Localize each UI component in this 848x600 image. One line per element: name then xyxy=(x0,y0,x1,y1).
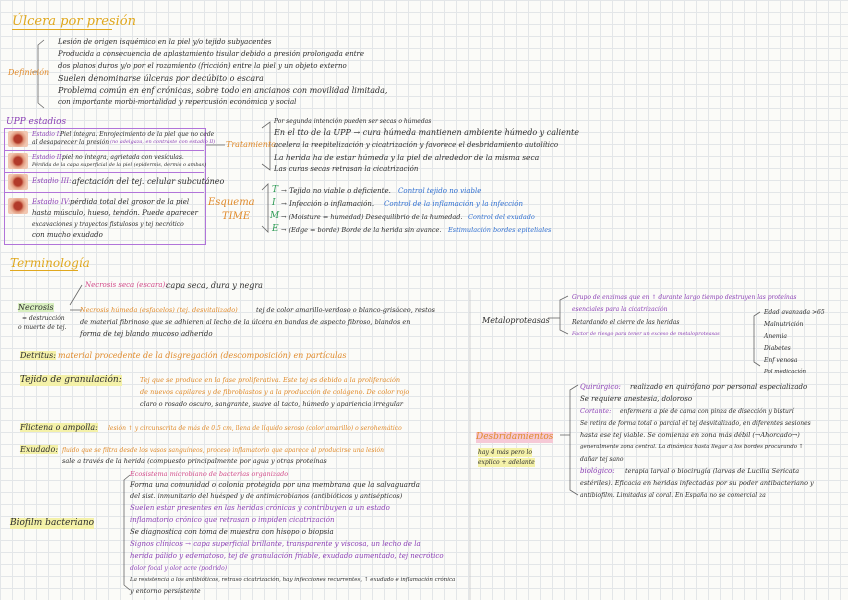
title-underline xyxy=(12,29,112,30)
flictena-label: Flictena o ampolla: xyxy=(20,423,98,432)
factor-item: Anemia xyxy=(764,333,787,340)
stage1-image xyxy=(8,131,28,147)
page-title: Úlcera por presión xyxy=(12,14,136,29)
tratamiento-line: acelera la reepitelización y cicatrización y favorece el desbridamiento autolítico xyxy=(274,141,559,149)
biofilm-line: herida pálido y edematoso, tej de granulación friable, exudado aumentado, tej necrótico xyxy=(130,552,444,560)
stage1-text2: al desaparecer la presión xyxy=(32,139,110,146)
time-letter-m: M xyxy=(270,211,280,221)
stage4-text3: excavaciones y trayectos fistulosos y tej necrótico xyxy=(32,221,184,228)
factor-item: Pol medicación xyxy=(764,369,807,375)
detritus-label: Detritus: xyxy=(20,351,56,360)
upp-title: UPP estadios xyxy=(6,117,67,127)
detritus-text: material procedente de la disgregación (descomposición) en partículas xyxy=(58,351,347,360)
desb-key: Cortante: xyxy=(580,407,612,415)
desb-text: hasta ese tej viable. Se comienza en zona más débil (→Ahorcado→) xyxy=(580,431,800,439)
exudado-label: Exudado: xyxy=(20,445,59,454)
desbridamientos-label: Desbridamientos xyxy=(476,432,554,442)
necrosis-humeda-line: de material fibrinoso que se adhieren al lecho de la úlcera en bandas de aspecto fibroso, blandos en xyxy=(80,318,411,326)
upp-divider xyxy=(4,150,204,151)
granulacion-line: claro o rosado oscuro, sangrante, suave al tacto, húmedo y apariencia irregular xyxy=(140,400,403,408)
time-text-t: → Tejido no viable o deficiente. xyxy=(281,187,391,195)
exudado-line: fluido que se filtra desde los vasos sanguíneos, proceso inflamatorio que aparece al producirse una lesión xyxy=(62,447,384,454)
tratamiento-line: Por segunda intención pueden ser secas o húmedas xyxy=(274,118,432,125)
stage1-text: Piel íntegra. Enrojecimiento de la piel que no cede xyxy=(60,131,215,138)
terminologia-underline xyxy=(10,270,78,271)
desb-text: generalmente zona central. La dinámica hasta llegar a los bordes procurando ↑ xyxy=(580,444,804,450)
stage3-text: afectación del tej. celular subcutáneo xyxy=(72,177,225,186)
necrosis-humeda-line: tej de color amarillo-verdoso o blanco-grisáceo, restos xyxy=(256,306,435,314)
necrosis-sub2: o muerte de tej. xyxy=(18,324,67,331)
biofilm-line: Signos clínicos → capa superficial brillante, transparente y viscosa, un lecho de la xyxy=(130,540,421,548)
biofilm-line: Suelen estar presentes en las heridas crónicas y contribuyen a un estado xyxy=(130,504,390,512)
desb-text: enfermera a pie de cama con pinza de disección y bisturí xyxy=(620,408,794,415)
desb-text: antibiofilm. Limitadas al coral. En España no se comercial za xyxy=(580,492,766,499)
stage2-text: piel no íntegra, agrietada con vesículas. xyxy=(62,154,184,161)
time-blue-m: Control del exudado xyxy=(468,213,535,221)
desb-text: Se requiere anestesia, doloroso xyxy=(580,395,693,403)
desb-text: dañar tej sano xyxy=(580,456,624,463)
stage4-text2: hasta músculo, hueso, tendón. Puede aparecer xyxy=(32,209,199,217)
tratamiento-line: En el tto de la UPP → cura húmeda mantienen ambiente húmedo y caliente xyxy=(274,128,579,137)
factor-item: Diabetes xyxy=(764,345,791,352)
upp-divider xyxy=(4,172,204,173)
esquema-acronym: TIME xyxy=(222,211,251,222)
desb-key: biológico: xyxy=(580,467,615,475)
desb-text: realizado en quirófano por personal especializado xyxy=(630,383,808,391)
definicion-line: Producida a consecuencia de aplastamiento tisular debido a presión prolongada entre xyxy=(58,50,365,58)
definicion-line: dos planos duros y/o por el rozamiento (fricción) entre la piel y un objeto externo xyxy=(58,62,347,70)
time-text-i: → Infección o inflamación. xyxy=(281,200,375,208)
biofilm-line: inflamatorio crónico que retrasan o impiden cicatrización xyxy=(130,516,335,524)
desbridamientos-sub2: explico + adelante xyxy=(478,459,535,466)
granulacion-label: Tejido de granulación: xyxy=(20,375,122,385)
necrosis-humeda-line: forma de tej blando mucoso adherido xyxy=(80,330,213,338)
desb-text: estériles). Eficacia en heridas infectadas por su poder antibacteriano y xyxy=(580,479,814,487)
biofilm-line: y entorno persistente xyxy=(130,587,201,595)
time-letter-i: I xyxy=(272,198,276,208)
granulacion-line: Tej que se produce en la fase proliferativa. Este tej es debido a la proliferación xyxy=(140,376,401,384)
stage4-text4: con mucho exudado xyxy=(32,231,103,239)
desb-key: Quirúrgico: xyxy=(580,383,621,391)
biofilm-line: Forma una comunidad o colonia protegida por una membrana que la salvaguarda xyxy=(130,481,420,489)
tratamiento-line: Las curas secas retrasan la cicatrización xyxy=(274,165,419,173)
stage4-label: Estadio IV: xyxy=(32,198,71,206)
desb-text: Se retira de forma total o parcial el tej desvitalizado, en diferentes sesiones xyxy=(580,420,811,427)
time-blue-t: Control tejido no viable xyxy=(398,187,482,195)
stage1-label: Estadio I: xyxy=(32,131,62,138)
biofilm-label: Biofilm bacteriano xyxy=(10,518,95,528)
flictena-text: lesión ↑ y circunscrita de más de 0.5 cm, llena de líquido seroso (color amarillo) o serohemático xyxy=(108,425,402,432)
terminologia-title: Terminología xyxy=(10,256,90,270)
metaloproteasas-label: Metaloproteasas xyxy=(482,316,550,325)
time-text-e: → (Edge = borde) Borde de la herida sin avance. xyxy=(281,226,442,234)
desbridamientos-sub1: hay 4 más pero lo xyxy=(478,449,533,456)
necrosis-sub1: = destrucción xyxy=(22,315,65,322)
biofilm-line: del sist. inmunitario del huésped y de antimicrobianos (antibióticos y antisépticos) xyxy=(130,492,403,500)
biofilm-line: La resistencia a los antibióticos, retraso cicatrización, hay infecciones recurrentes, ↑ exudado e inflamación crónica xyxy=(130,577,456,583)
granulacion-line: de nuevos capilares y de fibroblastos y a la producción de colágeno. De color rojo xyxy=(140,388,410,396)
exudado-line: sale a través de la herida (compuesto principalmente por agua y otras proteínas xyxy=(62,457,327,465)
time-blue-e: Estimulación bordes epiteliales xyxy=(448,226,552,234)
factor-item: Edad avanzada >65 xyxy=(764,309,825,316)
stage2-label: Estadio II: xyxy=(32,154,64,161)
definicion-line: con importante morbi-mortalidad y repercusión económica y social xyxy=(58,98,297,106)
necrosis-seca-label: Necrosis seca (escara): xyxy=(85,281,168,289)
factor-item: Enf venosa xyxy=(764,357,798,364)
tratamiento-line: La herida ha de estar húmeda y la piel de alrededor de la misma seca xyxy=(274,153,540,162)
definicion-line: Suelen denominarse úlceras por decúbito o escara xyxy=(58,74,264,83)
time-blue-i: Control de la inflamación y la infección xyxy=(384,200,524,208)
time-letter-t: T xyxy=(272,185,279,195)
time-text-m: → (Moisture = humedad) Desequilibrio de la humedad. xyxy=(281,213,463,221)
biofilm-line: Se diagnostica con toma de muestra con hisopo o biopsia xyxy=(130,528,334,536)
biofilm-line: Ecosistema microbiano de bacterias organizado xyxy=(130,470,289,478)
stage3-label: Estadio III: xyxy=(32,177,72,185)
upp-divider xyxy=(4,192,204,193)
definicion-line: Problema común en enf crónicas, sobre todo en ancianos con movilidad limitada, xyxy=(58,86,388,95)
stage2-text2: Pérdida de la capa superficial de la piel (epidermis, dermis o ambas) xyxy=(32,162,207,168)
stage3-image xyxy=(8,174,28,190)
esquema-label: Esquema xyxy=(208,197,255,208)
factor-item: Malnutrición xyxy=(764,321,804,328)
time-letter-e: E xyxy=(272,224,279,234)
tratamiento-label: Tratamiento xyxy=(226,140,276,149)
stage4-text: pérdida total del grosor de la piel xyxy=(70,198,190,206)
metaloproteasas-line: esenciales para la cicatrización xyxy=(572,306,668,313)
stage2-image xyxy=(8,153,28,169)
metaloproteasas-line: Grupo de enzimas que en ↑ durante largo tiempo destruyen las proteínas xyxy=(572,294,797,301)
metaloproteasas-line: Retardando el cierre de las heridas xyxy=(572,319,680,326)
desb-text: terapia larval o biocirugía (larvas de Lucilia Sericata xyxy=(625,467,800,475)
necrosis-label: Necrosis xyxy=(18,303,54,312)
stage4-image xyxy=(8,198,28,214)
necrosis-humeda-label: Necrosis húmeda (esfacelos) (tej. desvitalizado) xyxy=(80,306,238,314)
definicion-label: Definición xyxy=(8,68,50,77)
stage1-note: (no adelgaza, en contraste con estadio II) xyxy=(110,139,216,145)
necrosis-seca-text: capa seca, dura y negra xyxy=(166,281,263,290)
biofilm-line: dolor focal y olor acre (podrido) xyxy=(130,565,228,572)
metaloproteasas-line: Factor de riesgo para tener un exceso de metaloproteasas xyxy=(572,331,720,337)
definicion-line: Lesión de origen isquémico en la piel y/o tejido subyacentes xyxy=(58,38,272,46)
